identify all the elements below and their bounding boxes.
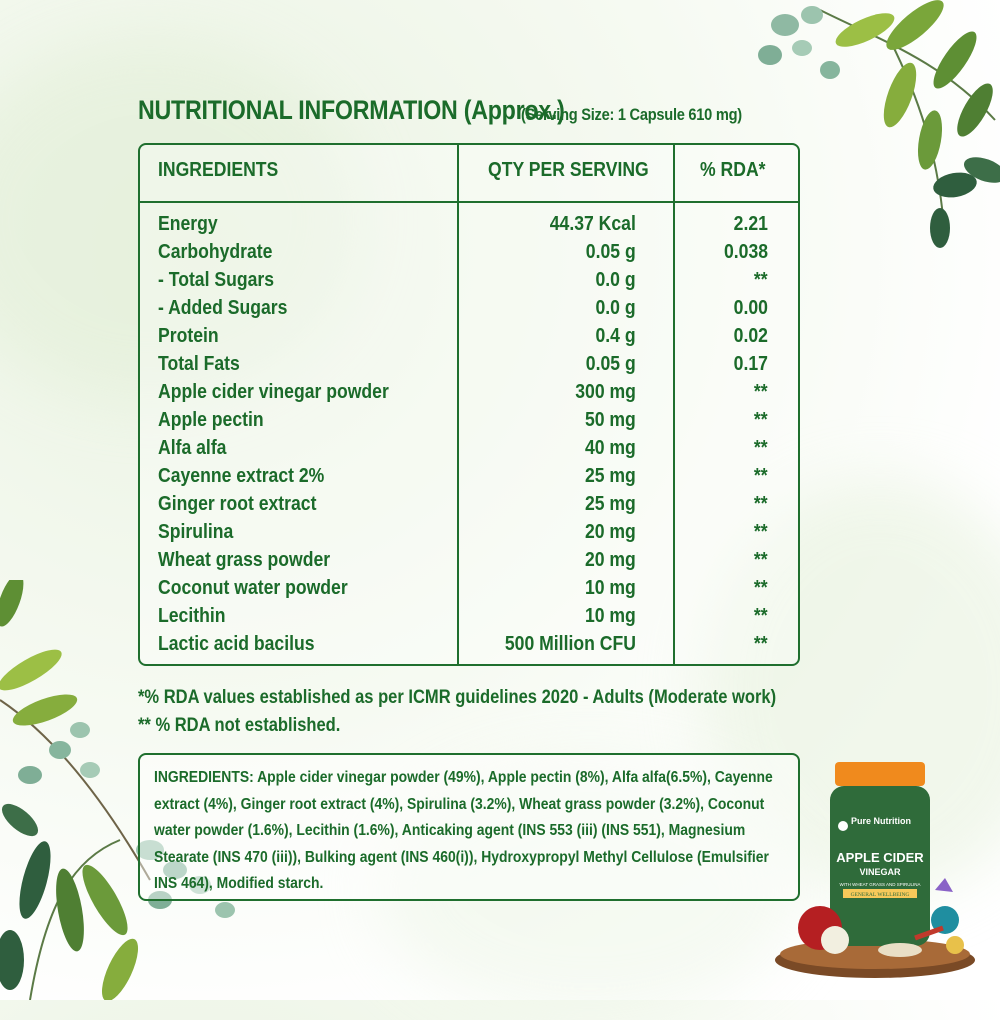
row-name: - Added Sugars — [158, 297, 288, 319]
table-row — [140, 269, 798, 297]
table-row — [140, 353, 798, 381]
row-name: Coconut water powder — [158, 577, 348, 599]
table-row — [140, 549, 798, 577]
row-name: Apple pectin — [158, 409, 264, 431]
row-name: Lecithin — [158, 605, 226, 627]
title-main: NUTRITIONAL INFORMATION (Approx.) — [138, 95, 565, 125]
table-row — [140, 437, 798, 465]
row-name: - Total Sugars — [158, 269, 275, 291]
header-divider — [140, 201, 798, 203]
product-band: GENERAL WELLBEING — [850, 892, 910, 898]
row-qty: 25 mg — [585, 465, 636, 487]
page-title — [138, 95, 742, 126]
row-name: Ginger root extract — [158, 493, 317, 515]
footnote-not-established: ** % RDA not established. — [138, 715, 341, 736]
row-rda: 0.17 — [733, 353, 768, 375]
row-qty: 0.0 g — [595, 269, 636, 291]
row-rda: ** — [754, 521, 768, 543]
table-row — [140, 213, 798, 241]
row-rda: 2.21 — [733, 213, 768, 235]
table-row — [140, 577, 798, 605]
row-qty: 500 Million CFU — [504, 633, 636, 655]
table-row — [140, 493, 798, 521]
row-name: Wheat grass powder — [158, 549, 331, 571]
row-rda: ** — [754, 493, 768, 515]
row-rda: ** — [754, 409, 768, 431]
row-qty: 0.4 g — [595, 325, 636, 347]
row-qty: 10 mg — [585, 577, 636, 599]
row-rda: ** — [754, 633, 768, 655]
product-tagline: WITH WHEAT GRASS AND SPIRULINA — [839, 882, 921, 887]
footnote-rda: *% RDA values established as per ICMR guidelines 2020 - Adults (Moderate work) — [138, 687, 777, 708]
header-qty: QTY PER SERVING — [488, 159, 649, 181]
row-rda: ** — [754, 465, 768, 487]
row-qty: 50 mg — [585, 409, 636, 431]
row-rda: 0.00 — [733, 297, 768, 319]
table-row — [140, 633, 798, 661]
row-qty: 40 mg — [585, 437, 636, 459]
row-name: Total Fats — [158, 353, 240, 375]
table-row — [140, 241, 798, 269]
row-rda: 0.02 — [733, 325, 768, 347]
row-name: Energy — [158, 213, 218, 235]
table-row — [140, 521, 798, 549]
row-qty: 20 mg — [585, 549, 636, 571]
row-rda: ** — [754, 605, 768, 627]
header-ingredients: INGREDIENTS — [158, 159, 279, 181]
table-row — [140, 465, 798, 493]
product-name: APPLE CIDER — [836, 850, 924, 865]
table-row — [140, 409, 798, 437]
header-rda: % RDA* — [700, 159, 766, 181]
row-qty: 0.05 g — [586, 353, 636, 375]
ingredients-text: INGREDIENTS: Apple cider vinegar powder (49%), Apple pectin (8%), Alfa alfa(6.5%), Cayenne extract (4%), Ginger root extract (4%), Spirulina (3.2%), Wheat grass powder (3.2%), Coconut water powder (1.6%), Lecithin (1.6%), Anticaking agent (INS 553 (iii) (INS 551), Magnesium Stearate (INS 470 (iii)), Bulking agent (INS 460(i)), Hydroxypropyl Methyl Cellulose (Emulsifier INS 464), Modified starch. — [154, 769, 773, 892]
row-qty: 25 mg — [585, 493, 636, 515]
ingredients-box — [138, 753, 800, 901]
table-row — [140, 381, 798, 409]
row-name: Apple cider vinegar powder — [158, 381, 389, 403]
row-rda: ** — [754, 577, 768, 599]
row-qty: 0.05 g — [586, 241, 636, 263]
row-name: Alfa alfa — [158, 437, 227, 459]
product-bottle-image — [775, 760, 995, 980]
product-name-2: VINEGAR — [859, 867, 901, 877]
row-rda: ** — [754, 381, 768, 403]
row-qty: 44.37 Kcal — [549, 213, 636, 235]
nutrition-table — [138, 143, 800, 666]
row-rda: 0.038 — [723, 241, 768, 263]
table-row — [140, 297, 798, 325]
row-rda: ** — [754, 437, 768, 459]
footnotes — [138, 684, 871, 740]
table-row — [140, 325, 798, 353]
row-name: Protein — [158, 325, 219, 347]
row-rda: ** — [754, 269, 768, 291]
row-qty: 20 mg — [585, 521, 636, 543]
row-name: Spirulina — [158, 521, 234, 543]
row-qty: 10 mg — [585, 605, 636, 627]
row-qty: 0.0 g — [595, 297, 636, 319]
table-row — [140, 605, 798, 633]
row-rda: ** — [754, 549, 768, 571]
row-name: Carbohydrate — [158, 241, 273, 263]
row-name: Lactic acid bacilus — [158, 633, 315, 655]
row-qty: 300 mg — [575, 381, 636, 403]
row-name: Cayenne extract 2% — [158, 465, 325, 487]
serving-size: (Serving Size: 1 Capsule 610 mg) — [521, 105, 742, 124]
product-brand: Pure Nutrition — [851, 816, 911, 826]
